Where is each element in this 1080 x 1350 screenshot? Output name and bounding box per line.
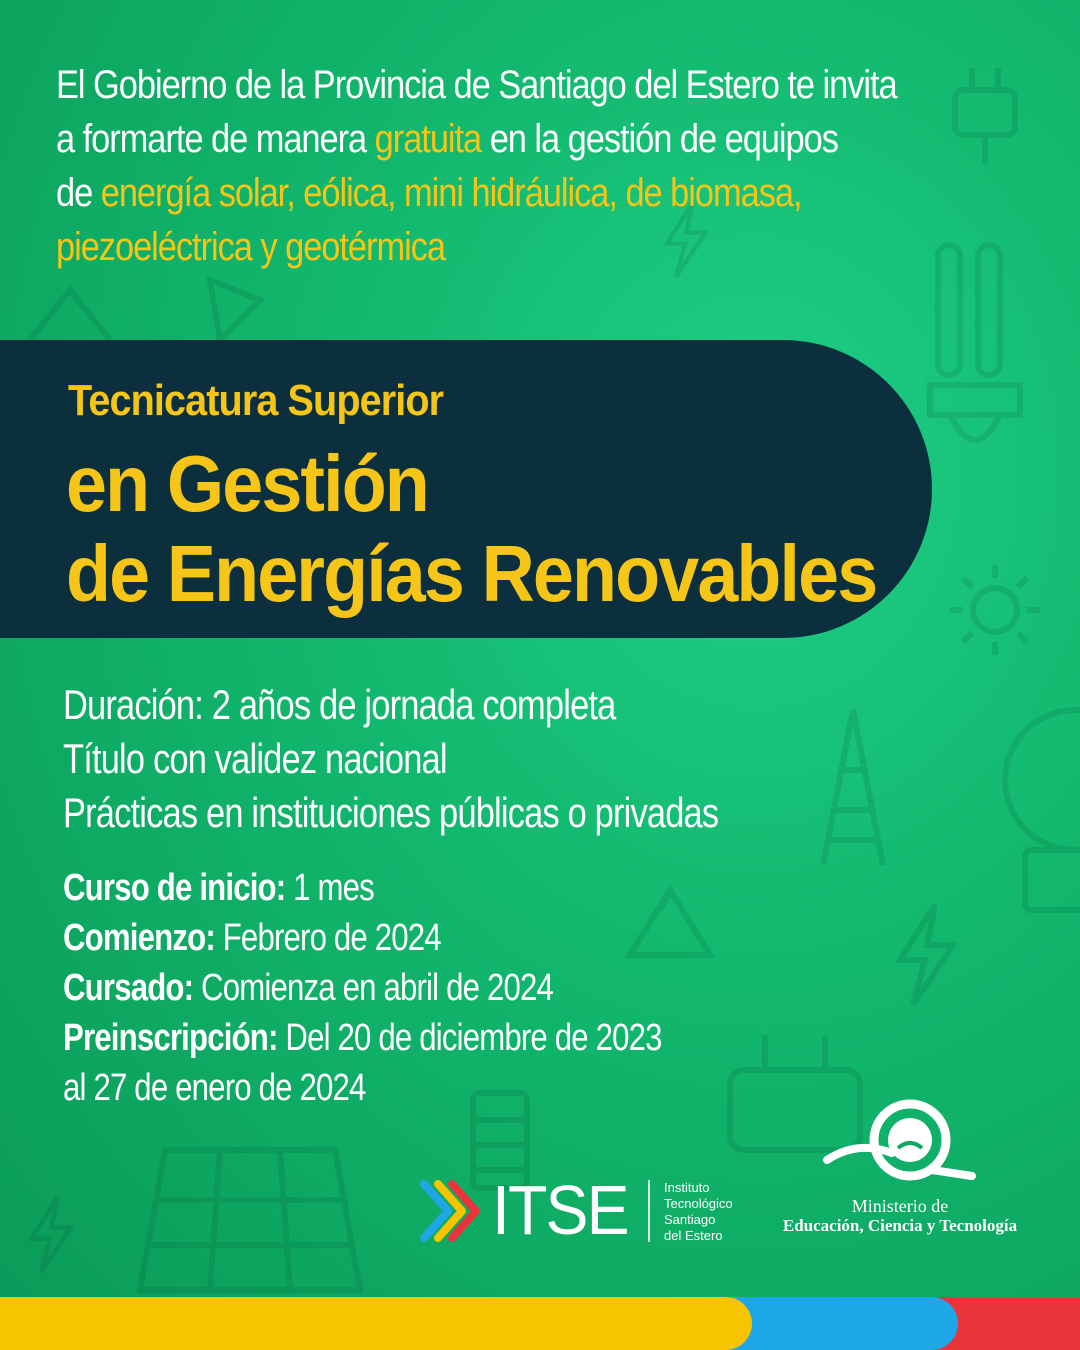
itse-sub-line: Tecnológico — [664, 1196, 733, 1211]
intro-text: en la gestión de equipos — [481, 117, 838, 161]
solar-panel-icon — [135, 1140, 365, 1305]
date-row — [63, 863, 883, 913]
title-line-2: de Energías Renovables — [66, 529, 877, 618]
info-title: Título con validez nacional — [63, 735, 447, 782]
lightbulb-icon — [920, 235, 1030, 470]
logo-divider — [648, 1180, 650, 1242]
date-value: Febrero de 2024 — [214, 917, 441, 959]
intro-line-3 — [56, 166, 933, 220]
date-value: al 27 de enero de 2024 — [63, 1067, 366, 1109]
highlight-free: gratuita — [374, 117, 482, 161]
title-line-1: en Gestión — [66, 439, 428, 528]
bottom-color-bar — [0, 1297, 1080, 1350]
bulb-outline-icon — [985, 700, 1080, 925]
date-row — [63, 913, 883, 963]
itse-wordmark: ITSE — [492, 1171, 628, 1249]
intro-line-1: El Gobierno de la Provincia de Santiago del Estero te invita — [56, 63, 897, 107]
intro-paragraph — [56, 58, 933, 274]
ministry-logo — [760, 1098, 1050, 1238]
date-label: Curso de inicio: — [63, 867, 286, 909]
ministry-line-2: Educación, Ciencia y Tecnología — [782, 1216, 1018, 1235]
itse-sub-line: Instituto — [664, 1180, 710, 1195]
date-value: Del 20 de diciembre de 2023 — [277, 1017, 662, 1059]
intro-line-4: piezoeléctrica y geotérmica — [56, 225, 445, 269]
date-label: Cursado: — [63, 967, 194, 1009]
itse-sub-line: del Estero — [664, 1228, 723, 1243]
intro-line-2 — [56, 112, 933, 166]
intro-text: a formarte de manera — [56, 117, 375, 161]
plug-icon — [940, 60, 1030, 175]
itse-subtitle — [664, 1180, 733, 1244]
date-value: 1 mes — [285, 867, 374, 909]
schedule-info — [63, 863, 883, 1113]
highlight-energies: energía solar, eólica, mini hidráulica, de biomasa, — [100, 171, 802, 215]
intro-text: de — [56, 171, 101, 215]
lightning-icon — [885, 900, 965, 1015]
itse-logo — [418, 1171, 748, 1249]
chevron-mark-icon — [418, 1176, 488, 1246]
date-row — [63, 1013, 883, 1063]
ministry-emblem-icon — [822, 1098, 982, 1193]
program-info — [63, 678, 883, 840]
info-duration: Duración: 2 años de jornada completa — [63, 681, 616, 728]
date-value: Comienza en abril de 2024 — [193, 967, 553, 1009]
info-practices: Prácticas en instituciones públicas o privadas — [63, 789, 719, 836]
date-label: Comienzo: — [63, 917, 215, 959]
lightning-small-icon — [20, 1190, 80, 1285]
ministry-line-1: Ministerio de — [851, 1196, 949, 1216]
bar-yellow-segment — [0, 1297, 752, 1350]
title-small: Tecnicatura Superior — [68, 376, 444, 425]
date-row — [63, 963, 883, 1013]
itse-sub-line: Santiago — [664, 1212, 716, 1227]
sun-icon — [945, 560, 1045, 665]
date-label: Preinscripción: — [63, 1017, 278, 1059]
